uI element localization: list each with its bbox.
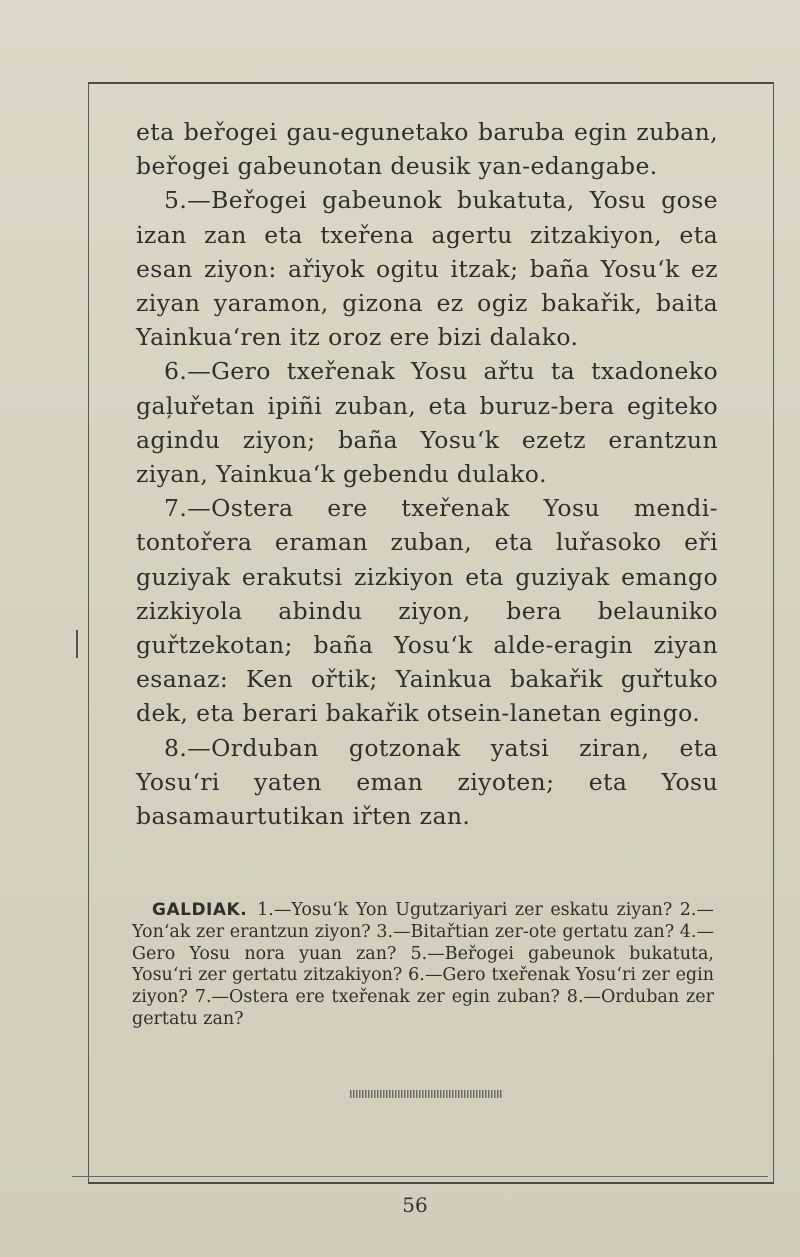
margin-mark [76,630,78,658]
bottom-rule [72,1176,768,1177]
page-number: 56 [402,1193,428,1217]
paragraph-8: 8.—Orduban gotzonak yatsi ziran, eta Yosu‘ri yaten eman ziyoten; eta Yosu basamaurtutikan iřten zan. [136,733,718,831]
paragraph-6: 6.—Gero txeřenak Yosu ařtu ta txadoneko gaļuřetan ipiñi zuban, eta buruz-bera egiteko agindu ziyon; baña Yosu‘k ezetz erantzun ziyan, Yainkua‘k gebendu dulako. [136,357,718,489]
main-text [136,115,718,833]
paragraph-7: 7.—Ostera ere txeřenak Yosu mendi-tontořera eraman zuban, eta luřasoko eři guziyak erakutsi zizkiyon eta guziyak emango zizkiyola abindu ziyon, bera belauniko guřtzekotan; baña Yosu‘k alde-eragin ziyan esanaz: Ken ořtik; Yainkua bakařik guřtuko dek, eta berari bakařik otsein-lanetan egingo. [136,494,718,728]
questions-title: GALDIAK. [152,900,248,920]
paragraph-continuation: eta beřogei gau-egunetako baruba egin zuban, beřogei gabeunotan deusik yan-edangabe. [136,118,718,181]
paragraph-5: 5.—Beřogei gabeunok bukatuta, Yosu gose izan zan eta txeřena agertu zitzakiyon, eta esan ziyon: ařiyok ogitu itzak; baña Yosu‘k ez ziyan yaramon, gizona ez ogiz bakařik, baita Yainkua‘ren itz oroz ere bizi dalako. [136,186,718,352]
decorative-ornament [350,1090,502,1098]
questions-text: 1.—Yosu‘k Yon Ugutzariyari zer eskatu ziyan? 2.—Yon‘ak zer erantzun ziyon? 3.—Bitařtian zer-ote gertatu zan? 4.—Gero Yosu nora yuan zan? 5.—Beřogei gabeunok bukatuta, Yosu‘ri zer gertatu zitzakiyon? 6.—Gero txeřenak Yosu‘ri zer egin ziyon? 7.—Ostera ere txeřenak zer egin zuban? 8.—Orduban zer gertatu zan? [132,900,714,1029]
questions-section [132,900,714,1031]
